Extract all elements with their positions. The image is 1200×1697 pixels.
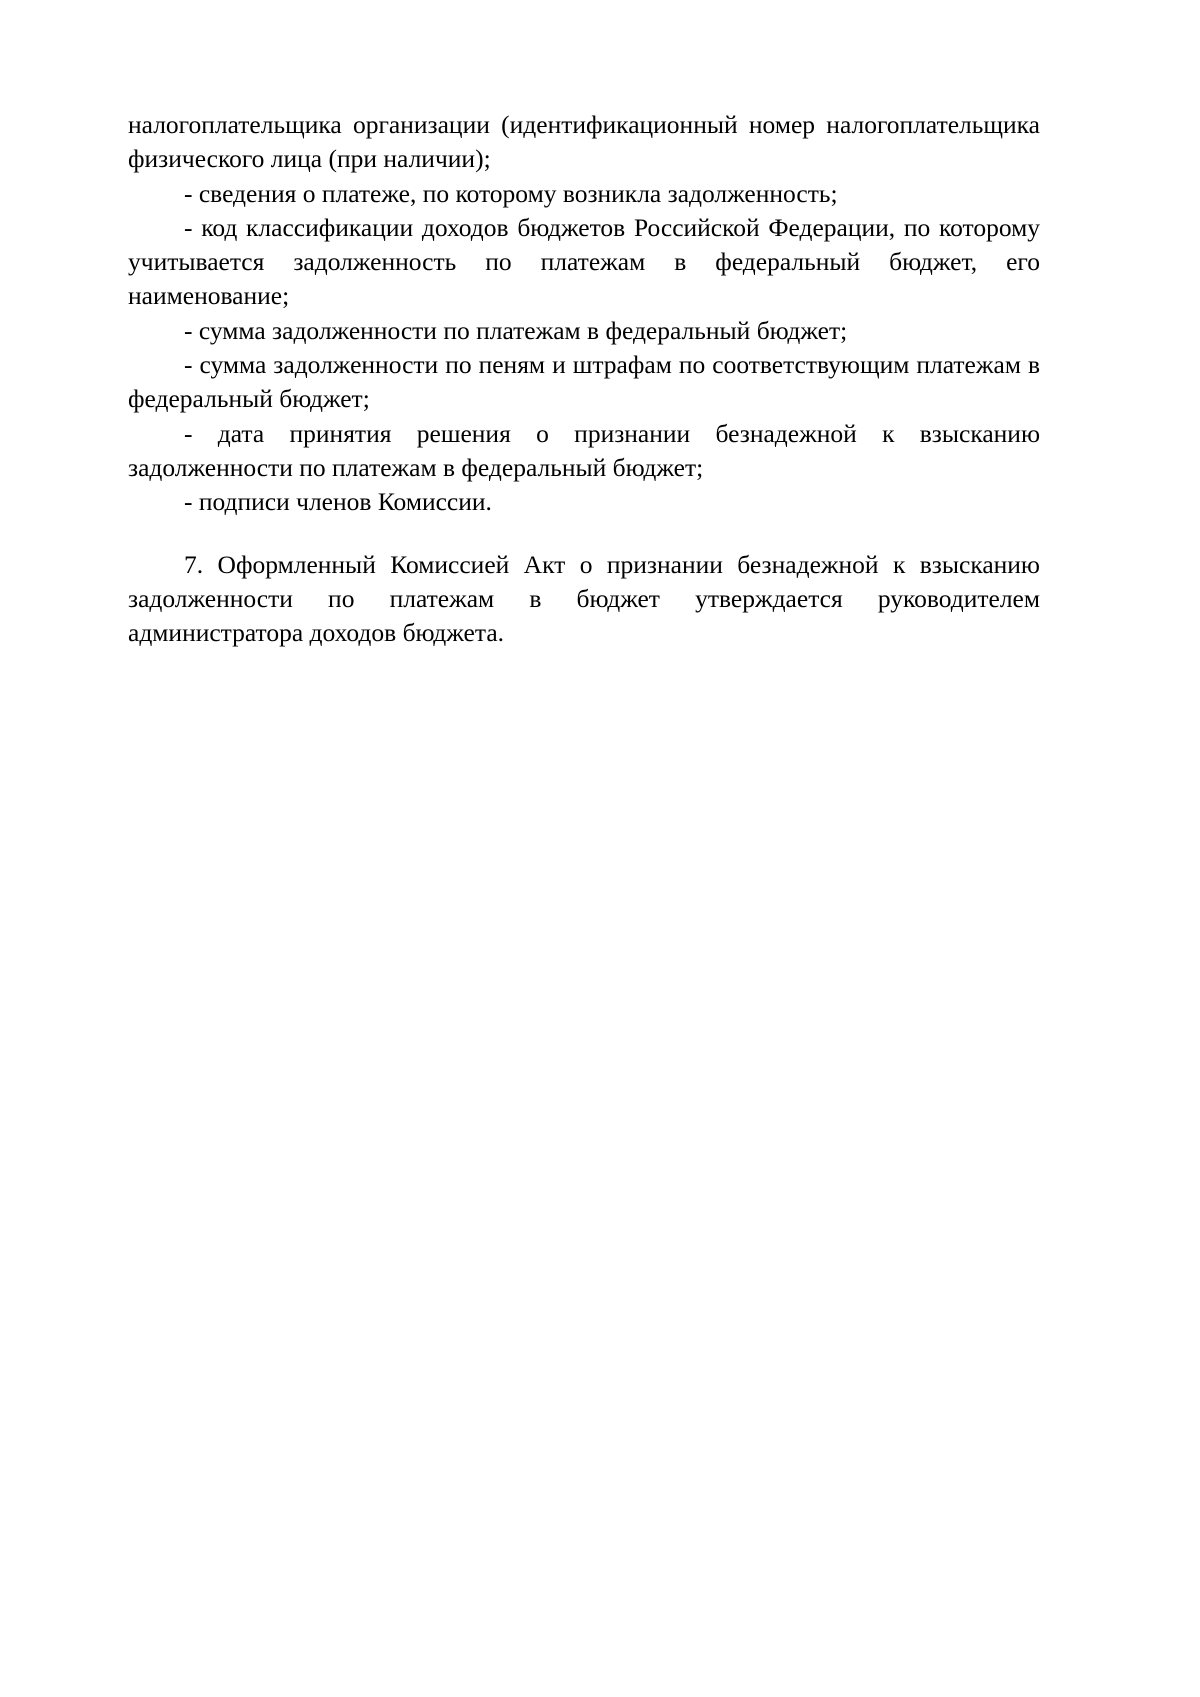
- paragraph-bullet-signatures: - подписи членов Комиссии.: [184, 487, 492, 517]
- paragraph-bullet-decision-date: - дата принятия решения о признании безнадежной к взысканию задолженности по платежам в федеральный бюджет;: [128, 418, 1040, 482]
- paragraph-bullet-debt-amount: - сумма задолженности по платежам в федеральный бюджет;: [184, 315, 848, 345]
- paragraph-bullet-penalties-amount: - сумма задолженности по пеням и штрафам по соответствующим платежам в федеральный бюджет;: [128, 350, 1040, 414]
- document-body: [128, 108, 1040, 650]
- paragraph-continuation: налогоплательщика организации (идентификационный номер налогоплательщика физического лица (при наличии);: [128, 110, 1040, 174]
- paragraph-bullet-income-classification-code: - код классификации доходов бюджетов Российской Федерации, по которому учитывается задолженность по платежам в федеральный бюджет, его наименование;: [128, 212, 1040, 311]
- paragraph-bullet-payment-info: - сведения о платеже, по которому возникла задолженность;: [184, 178, 838, 208]
- paragraph-clause-7: 7. Оформленный Комиссией Акт о признании безнадежной к взысканию задолженности по платежам в бюджет утверждается руководителем администратора доходов бюджета.: [128, 549, 1040, 648]
